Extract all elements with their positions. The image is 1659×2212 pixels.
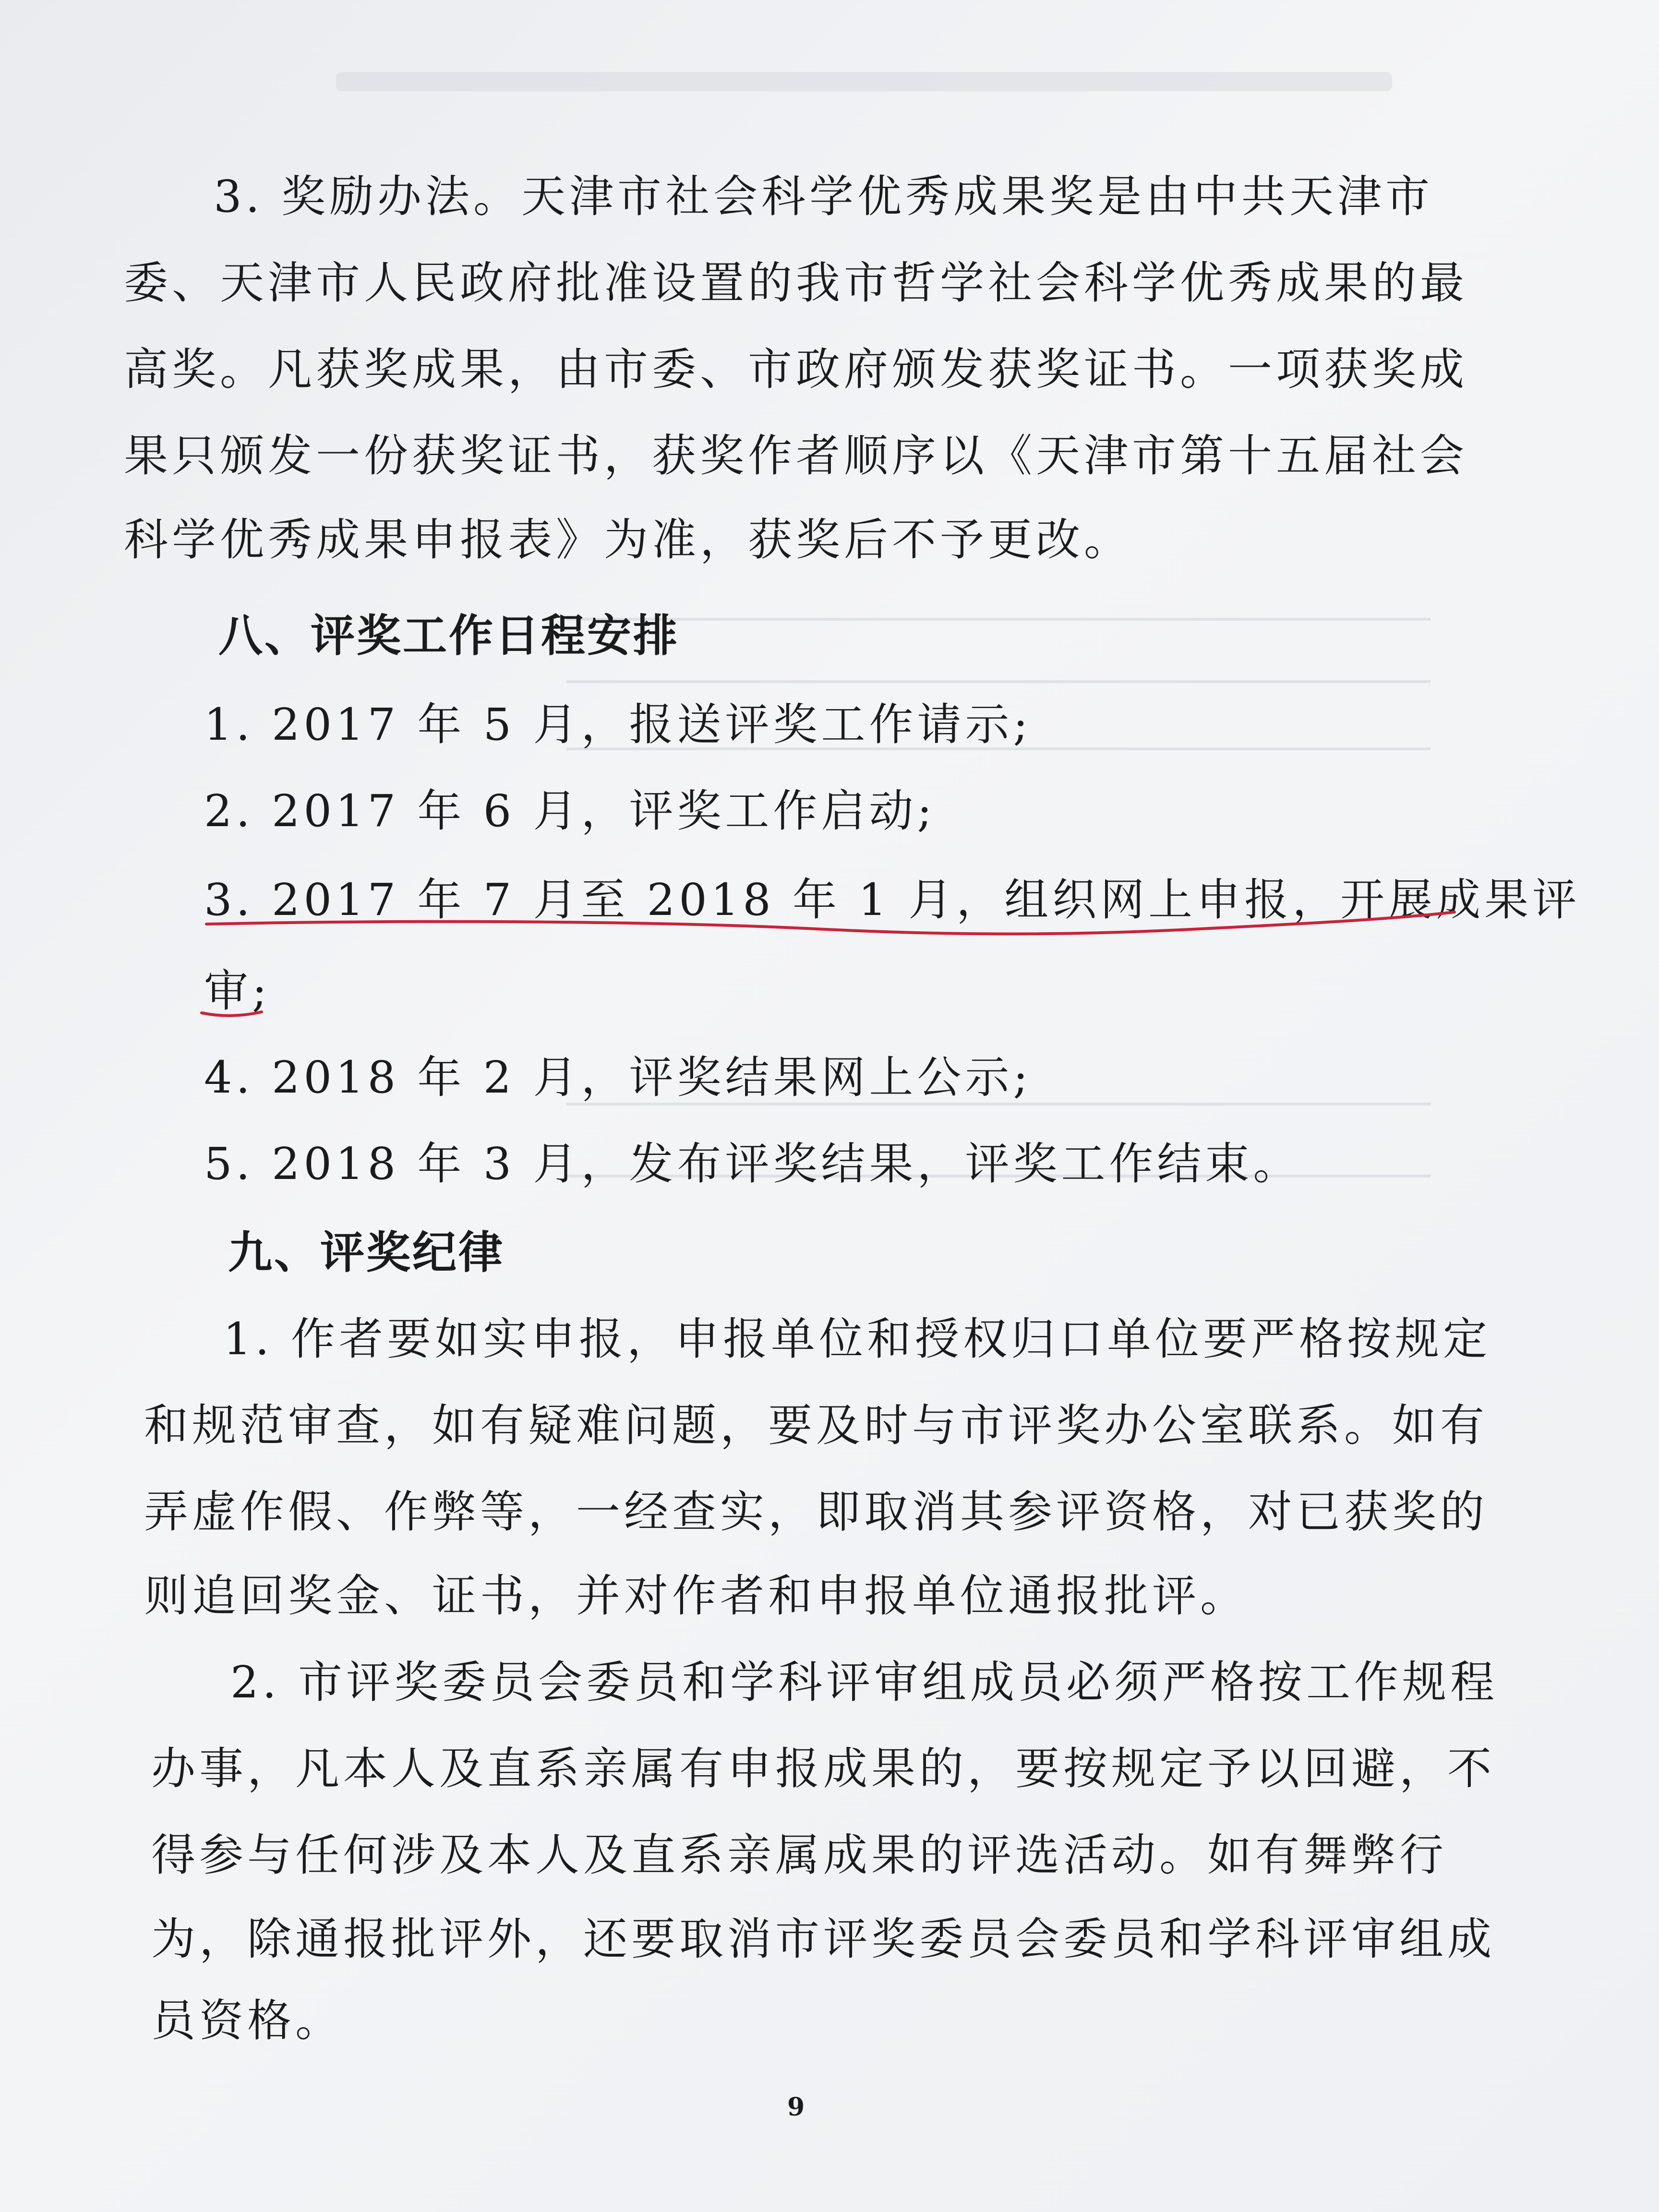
schedule-item-5: 5. 2018 年 3 月，发布评奖结果，评奖工作结束。 (204, 1138, 1301, 1190)
schedule-item-3: 3. 2017 年 7 月至 2018 年 1 月，组织网上申报，开展成果评 (204, 874, 1581, 926)
section3-line-1: 3. 奖励办法。天津市社会科学优秀成果奖是由中共天津市 (214, 171, 1434, 222)
schedule-item-4: 4. 2018 年 2 月，评奖结果网上公示; (204, 1052, 1032, 1103)
section3-line-4: 果只颁发一份获奖证书，获奖作者顺序以《天津市第十五届社会 (124, 430, 1468, 481)
discipline-para1-line-1: 1. 作者要如实申报，申报单位和授权归口单位要严格按规定 (223, 1313, 1491, 1365)
schedule-item-2: 2. 2017 年 6 月，评奖工作启动; (204, 785, 936, 837)
discipline-para2-line-2: 办事，凡本人及直系亲属有申报成果的，要按规定予以回避，不 (151, 1743, 1496, 1794)
discipline-para1-line-2: 和规范审查，如有疑难问题，要及时与市评奖办公室联系。如有 (144, 1400, 1489, 1451)
discipline-para1-line-3: 弄虚作假、作弊等，一经查实，即取消其参评资格，对已获奖的 (144, 1486, 1489, 1538)
discipline-para2-line-5: 员资格。 (151, 1995, 344, 2046)
section3-line-5: 科学优秀成果申报表》为准，获奖后不予更改。 (124, 514, 1132, 565)
section9-heading: 九、评奖纪律 (228, 1227, 505, 1278)
section8-heading: 八、评奖工作日程安排 (218, 610, 680, 661)
discipline-para1-line-4: 则追回奖金、证书，并对作者和申报单位通报批评。 (144, 1570, 1249, 1622)
schedule-item-1: 1. 2017 年 5 月，报送评奖工作请示; (204, 699, 1032, 750)
schedule-item-3-continued: 审; (204, 965, 271, 1017)
discipline-para2-line-3: 得参与任何涉及本人及直系亲属成果的评选活动。如有舞弊行 (151, 1829, 1448, 1881)
section3-line-2: 委、天津市人民政府批准设置的我市哲学社会科学优秀成果的最 (124, 257, 1468, 309)
discipline-para2-line-4: 为，除通报批评外，还要取消市评奖委员会委员和学科评审组成 (151, 1913, 1496, 1965)
page-number: 9 (787, 2092, 805, 2122)
section3-line-3: 高奖。凡获奖成果，由市委、市政府颁发获奖证书。一项获奖成 (124, 344, 1468, 395)
discipline-para2-line-1: 2. 市评奖委员会委员和学科评审组成员必须严格按工作规程 (230, 1657, 1499, 1708)
